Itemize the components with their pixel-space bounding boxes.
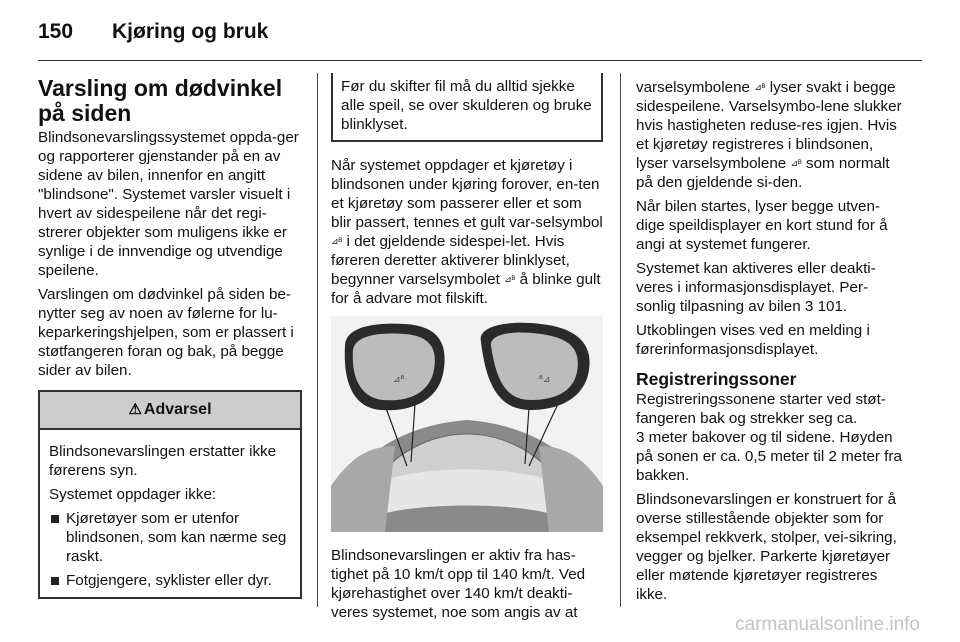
page-header [0, 0, 960, 60]
list-item: Kjøretøyer som er utenfor blindsonen, som kan nærme seg raskt. [49, 509, 292, 566]
watermark: carmanualsonline.info [735, 614, 920, 635]
section-title: Varsling om dødvinkel på siden [38, 75, 283, 126]
header-rule [38, 60, 922, 61]
zones-paragraph: Registreringssonene starter ved støt-fangeren bak og strekker seg ca. [636, 391, 886, 427]
detection-text: Når systemet oppdager et kjøretøy i blindsonen under kjøring forover, en-ten et kjøretøy som passerer eller et som blir passert, tennes et gult var-selsymbol [331, 157, 603, 231]
detection-paragraph [331, 156, 603, 308]
warning-body [40, 430, 300, 597]
side-blind-spot-icon: ⊿ᴮ [790, 158, 802, 168]
page-reference: 101. [817, 298, 848, 315]
settings-paragraph [636, 259, 902, 316]
startup-paragraph: Når bilen startes, lyser begge utven-dige speildisplayer en kort stund for å angi at systemet fungerer. [636, 198, 888, 253]
limitations-paragraph: Blindsonevarslingen er konstruert for å overse stillestående objekter som for eksempel rekkverk, stolper, vei-sikring, vegger og bjelker. Parkerte kjøretøyer eller møtende kjøretøyer registreres ikke. [636, 491, 897, 603]
symbol-text: som normalt på den gjeldende si-den. [636, 155, 890, 191]
symbol-paragraph [636, 78, 902, 192]
side-blind-spot-icon: ⊿ᴮ [331, 236, 343, 246]
sensor-paragraph: Varslingen om dødvinkel på siden be-nytter seg av noen av følerne for lu-keparkeringshjelpen, som er plassert i støtfangeren foran og bak, på begge sider av bilen. [38, 286, 294, 379]
warning-paragraph: Systemet oppdager ikke: [49, 486, 217, 503]
list-item: Fotgjengere, syklister eller dyr. [49, 571, 292, 590]
warning-box [38, 390, 302, 599]
middle-column [331, 73, 603, 627]
detection-text: å blinke gult for å advare mot filskift. [331, 271, 601, 307]
left-column [38, 76, 302, 599]
subsection-title: Registreringssoner [636, 369, 797, 389]
warning-heading [40, 392, 300, 430]
warning-icon: ⚠ [128, 401, 142, 418]
warning-list [49, 509, 292, 590]
running-title: Kjøring og bruk [112, 20, 269, 43]
right-column [636, 78, 902, 609]
disable-message-paragraph: Utkoblingen vises ved en melding i førerinformasjonsdisplayet. [636, 322, 870, 358]
intro-paragraph: Blindsonevarslingssystemet oppda-ger og rapporterer gjenstander på en av sidene av bilen, innenfor en angitt "blindsone". Systemet varsler visuelt i hvert av sidespeilene når det regi-strerer objekter som muligens ikke er synlige i de innvendige og utvendige speilene. [38, 129, 299, 279]
page-ref-arrow-icon: 3 [804, 298, 814, 315]
page-number: 150 [38, 20, 74, 43]
symbol-text: varselsymbolene [636, 79, 750, 96]
zones-size-paragraph: 3 meter bakover og til sidene. Høyden på sonen er ca. 0,5 meter til 2 meter fra bakken. [636, 429, 902, 484]
svg-text:⊿ᴮ: ⊿ᴮ [393, 375, 405, 385]
mirror-illustration [331, 316, 603, 532]
symbol-text: lyser svakt i begge sidespeilene. Varselsymbo-lene slukker hvis hastigheten reduse-res igjen. Hvis et kjøretøy registreres i blindsonen, lyser varselsymbolene [636, 79, 902, 172]
column-divider-right [620, 73, 621, 607]
speed-paragraph: Blindsonevarslingen er aktiv fra has-tighet på 10 km/t opp til 140 km/t. Ved kjørehastighet over 140 km/t deakti-veres systemet, noe som angis av at [331, 547, 586, 621]
column-divider-left [317, 73, 318, 607]
side-blind-spot-icon: ⊿ᴮ [754, 82, 766, 92]
svg-text:ᴮ⊿: ᴮ⊿ [539, 375, 551, 385]
side-blind-spot-icon: ⊿ᴮ [504, 274, 516, 284]
warning-paragraph: Blindsonevarslingen erstatter ikke førerens syn. [49, 443, 277, 479]
note-box: Før du skifter fil må du alltid sjekke alle speil, se over skulderen og bruke blinklyset. [331, 73, 603, 142]
detection-text: i det gjeldende sidespei-let. Hvis føreren deretter aktiverer blinklyset, begynner varselsymbolet [331, 233, 570, 288]
mirror-illustration-graphic [331, 316, 603, 532]
warning-heading-text: Advarsel [143, 401, 212, 418]
settings-text: Systemet kan aktiveres eller deakti-veres i informasjonsdisplayet. Per-sonlig tilpasning av bilen [636, 260, 876, 315]
